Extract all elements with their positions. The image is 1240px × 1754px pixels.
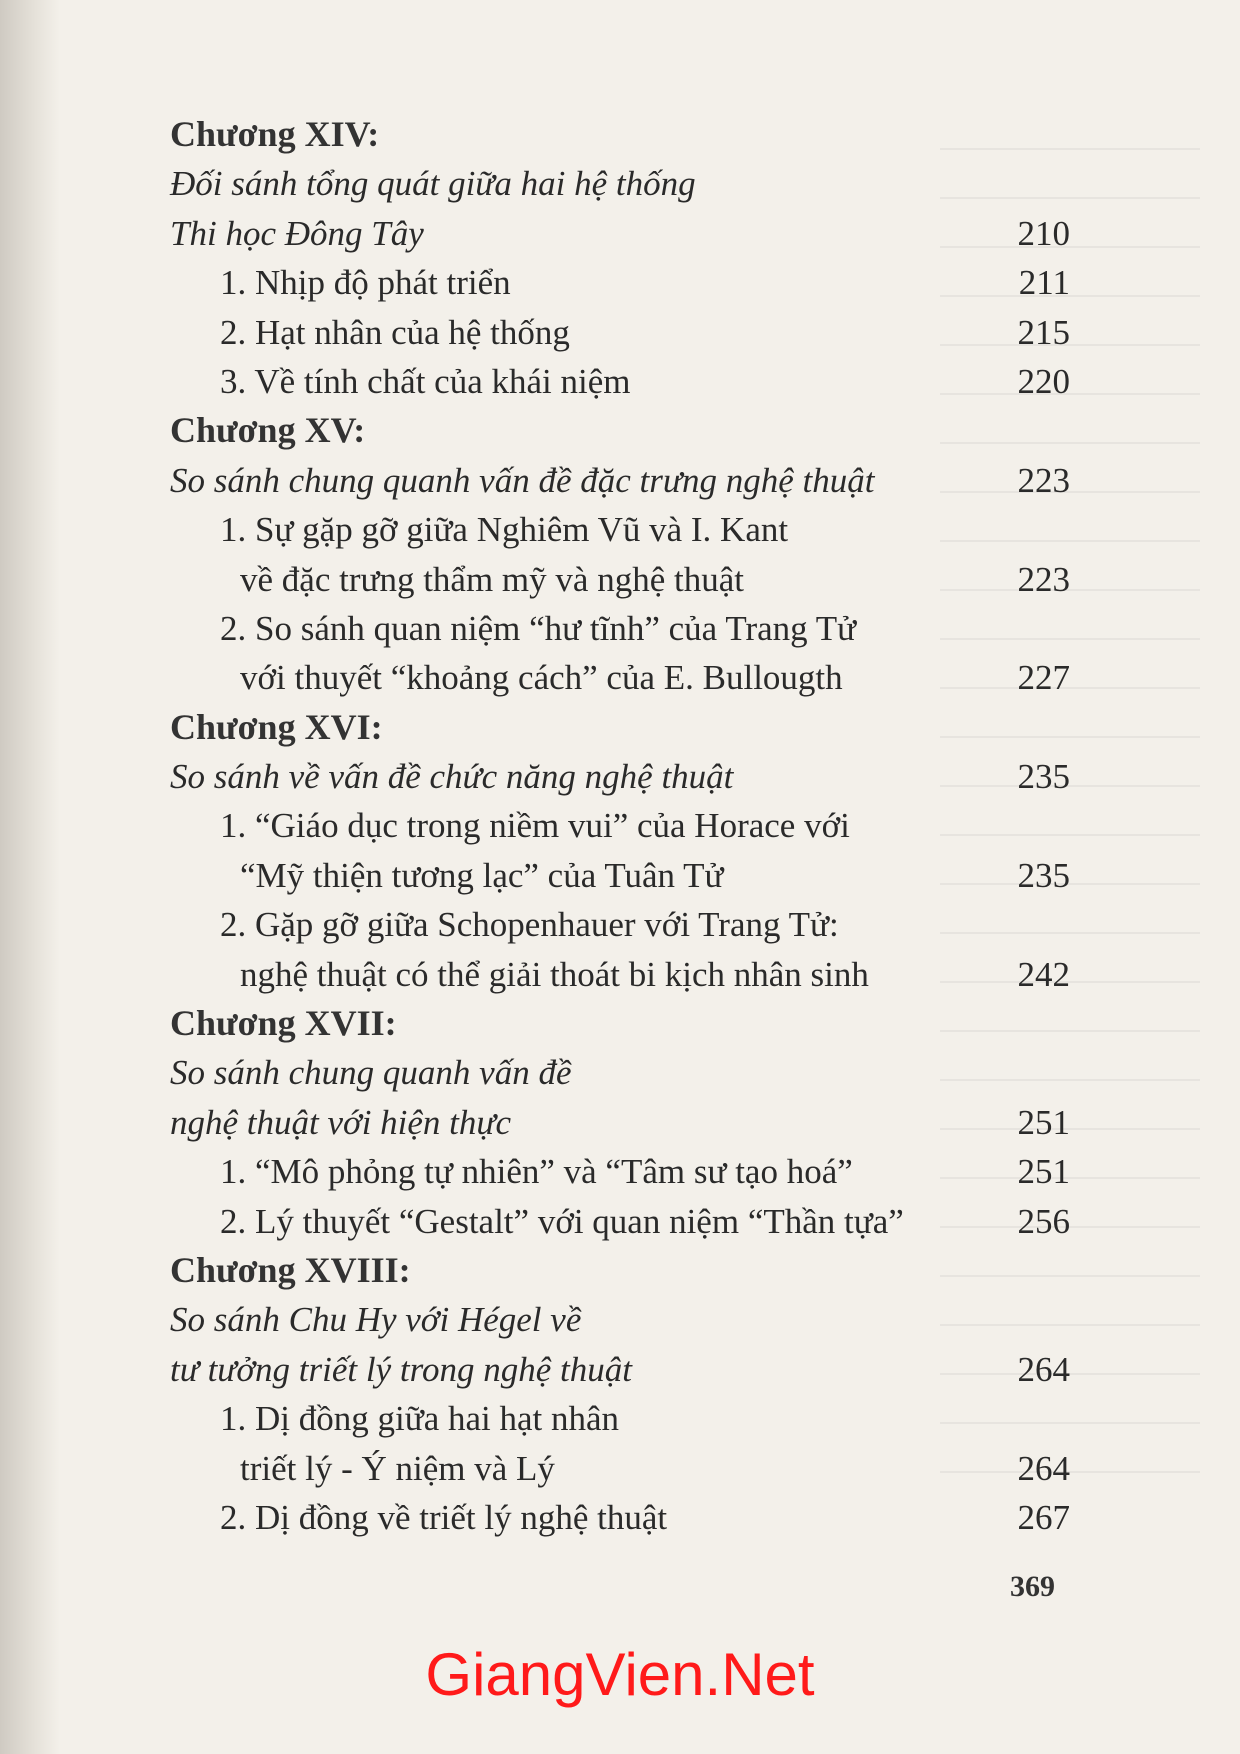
toc-chapter-text: Chương XVIII: (170, 1249, 411, 1290)
toc-title-text: Đối sánh tổng quát giữa hai hệ thống (170, 164, 696, 204)
toc-title-text: So sánh chung quanh vấn đề đặc trưng nghệ thuật (170, 460, 875, 500)
toc-cont-text: nghệ thuật có thể giải thoát bi kịch nhân sinh (240, 954, 869, 994)
toc-title-text: nghệ thuật với hiện thực (170, 1102, 512, 1142)
toc-entry-text: 1. Nhịp độ phát triển (220, 263, 511, 303)
toc-entry-text: 3. Về tính chất của khái niệm (220, 361, 631, 401)
toc-cont-text: triết lý - Ý niệm và Lý (240, 1448, 555, 1488)
toc-cont-row (170, 1444, 1070, 1493)
toc-entry-text: 2. Dị đồng về triết lý nghệ thuật (220, 1497, 668, 1537)
toc-entry-text: 2. So sánh quan niệm “hư tĩnh” của Trang Tử (220, 608, 857, 648)
toc-title-text: Thi học Đông Tây (170, 213, 424, 253)
toc-entry-row (170, 900, 1070, 949)
toc-page-ref: 256 (1017, 1201, 1070, 1241)
toc-cont-row (170, 653, 1070, 702)
toc-page-ref: 251 (1017, 1152, 1070, 1192)
toc-chapter-row (170, 999, 1070, 1048)
toc-page-ref: 264 (1017, 1349, 1070, 1389)
toc-cont-text: về đặc trưng thẩm mỹ và nghệ thuật (240, 559, 744, 599)
toc-cont-text: “Mỹ thiện tương lạc” của Tuân Tử (240, 855, 724, 895)
toc-title-row (170, 456, 1070, 505)
toc-title-row (170, 752, 1070, 801)
toc-page-ref: 211 (1018, 263, 1070, 303)
toc-chapter-row (170, 1246, 1070, 1295)
toc-entry-row (170, 1147, 1070, 1196)
toc-title-row (170, 1048, 1070, 1097)
page-number: 369 (1010, 1570, 1055, 1603)
toc-entry-row (170, 505, 1070, 554)
toc-page-ref: 210 (1017, 213, 1070, 253)
toc-page-ref: 215 (1017, 312, 1070, 352)
toc-entry-row (170, 1394, 1070, 1443)
toc-chapter-text: Chương XV: (170, 410, 366, 451)
toc-page-ref: 264 (1017, 1448, 1070, 1488)
toc-title-row (170, 1345, 1070, 1394)
toc-page-ref: 223 (1017, 460, 1070, 500)
toc-entry-text: 1. “Giáo dục trong niềm vui” của Horace với (220, 806, 850, 846)
toc-title-text: So sánh chung quanh vấn đề (170, 1053, 572, 1093)
toc-entry-text: 1. “Mô phỏng tự nhiên” và “Tâm sư tạo hoá” (220, 1152, 853, 1192)
toc-page-ref: 235 (1017, 757, 1070, 797)
toc-entry-row (170, 258, 1070, 307)
toc-cont-row (170, 950, 1070, 999)
toc-chapter-text: Chương XVI: (170, 706, 383, 747)
toc-page-ref: 223 (1017, 559, 1070, 599)
table-of-contents (170, 110, 1070, 1542)
toc-entry-text: 2. Lý thuyết “Gestalt” với quan niệm “Thần tựa” (220, 1201, 904, 1241)
toc-entry-text: 1. Sự gặp gỡ giữa Nghiêm Vũ và I. Kant (220, 510, 789, 550)
toc-title-text: tư tưởng triết lý trong nghệ thuật (170, 1349, 632, 1389)
toc-entry-text: 2. Hạt nhân của hệ thống (220, 312, 570, 352)
toc-entry-row (170, 308, 1070, 357)
toc-page-ref: 267 (1017, 1497, 1070, 1537)
toc-cont-text: với thuyết “khoảng cách” của E. Bullougth (240, 658, 843, 698)
toc-page-ref: 220 (1017, 361, 1070, 401)
toc-chapter-row (170, 703, 1070, 752)
toc-entry-text: 2. Gặp gỡ giữa Schopenhauer với Trang Tử: (220, 905, 839, 945)
toc-title-text: So sánh về vấn đề chức năng nghệ thuật (170, 757, 734, 797)
toc-title-row (170, 1295, 1070, 1344)
toc-chapter-row (170, 406, 1070, 455)
toc-page-ref: 251 (1017, 1102, 1070, 1142)
toc-title-text: So sánh Chu Hy với Hégel về (170, 1300, 582, 1340)
toc-title-row (170, 209, 1070, 258)
toc-entry-row (170, 1197, 1070, 1246)
toc-entry-text: 1. Dị đồng giữa hai hạt nhân (220, 1399, 620, 1439)
toc-page-ref: 235 (1017, 855, 1070, 895)
toc-entry-row (170, 357, 1070, 406)
toc-title-row (170, 159, 1070, 208)
toc-page-ref: 227 (1017, 658, 1070, 698)
page-edge-shadow (0, 0, 60, 1754)
toc-entry-row (170, 604, 1070, 653)
toc-page-ref: 242 (1017, 954, 1070, 994)
toc-chapter-text: Chương XIV: (170, 114, 380, 154)
toc-cont-row (170, 555, 1070, 604)
toc-entry-row (170, 1493, 1070, 1542)
toc-chapter-text: Chương XVII: (170, 1003, 397, 1044)
toc-chapter-row (170, 110, 1070, 159)
toc-cont-row (170, 851, 1070, 900)
toc-entry-row (170, 801, 1070, 850)
watermark: GiangVien.Net (425, 1641, 815, 1708)
toc-title-row (170, 1098, 1070, 1147)
